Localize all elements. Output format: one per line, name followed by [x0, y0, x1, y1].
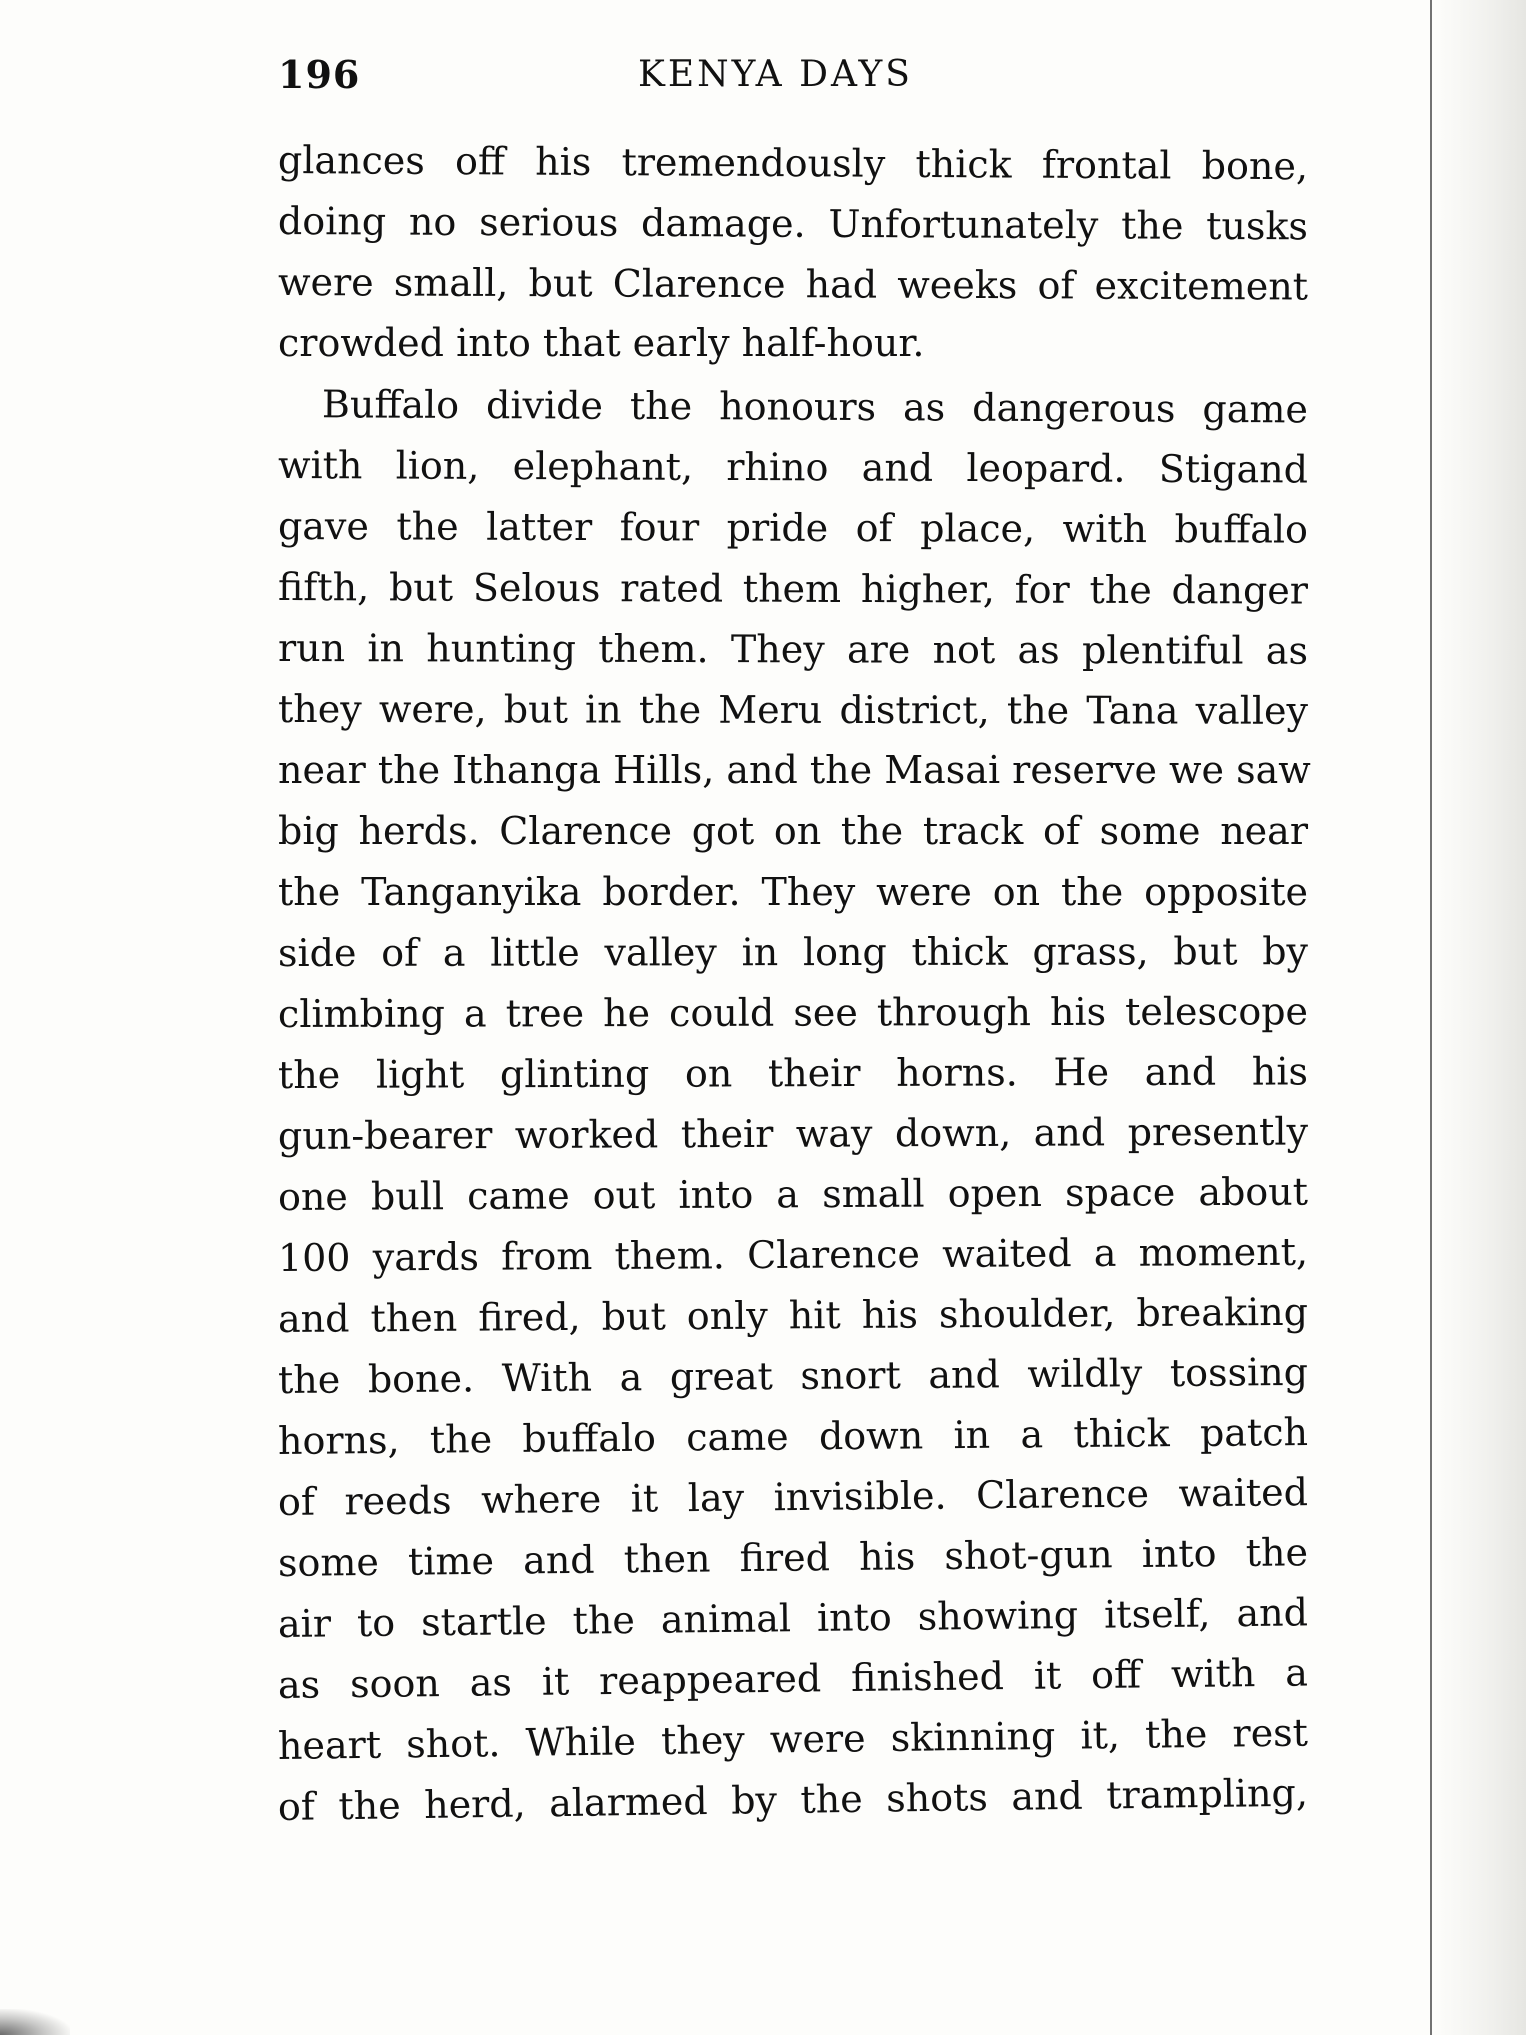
text-line: doing no serious damage. Unfortunately the tusks	[277, 199, 1309, 249]
page-corner-shadow	[0, 2009, 70, 2035]
text-line: the bone. With a great snort and wildly tossing	[277, 1349, 1309, 1402]
text-line: horns, the buffalo came down in a thick patch	[277, 1410, 1309, 1463]
page-header	[278, 52, 1308, 106]
text-line: side of a little valley in long thick grass, but by	[277, 929, 1309, 975]
text-line: climbing a tree he could see through his telescope	[277, 989, 1309, 1036]
text-line: heart shot. While they were skinning it, the rest	[277, 1710, 1309, 1768]
text-line: gun-bearer worked their way down, and presently	[277, 1109, 1309, 1158]
text-line: fifth, but Selous rated them higher, for the danger	[277, 565, 1309, 613]
text-line: Buffalo divide the honours as dangerous game	[321, 382, 1309, 432]
text-line: big herds. Clarence got on the track of some near	[278, 809, 1308, 853]
text-line: as soon as it reappeared finished it off with a	[277, 1650, 1309, 1707]
text-line: were small, but Clarence had weeks of excitement	[277, 260, 1309, 309]
book-spine-edge	[1430, 0, 1432, 2035]
running-head: KENYA DAYS	[638, 54, 913, 95]
text-line: one bull came out into a small open space about	[277, 1169, 1309, 1219]
page-number: 196	[278, 52, 361, 97]
text-line: glances off his tremendously thick frontal bone,	[277, 138, 1309, 189]
text-line: near the Ithanga Hills, and the Masai reserve we saw	[278, 748, 1311, 792]
page-gutter-shadow	[1434, 0, 1526, 2035]
text-line: some time and then fired his shot-gun into the	[277, 1530, 1309, 1585]
text-line: the Tanganyika border. They were on the opposite	[278, 870, 1308, 914]
text-line: air to startle the animal into showing itself, and	[277, 1590, 1309, 1646]
text-line: with lion, elephant, rhino and leopard. Stigand	[277, 443, 1309, 492]
text-line: they were, but in the Meru district, the Tana valley	[277, 687, 1309, 733]
body-text	[277, 130, 1311, 1838]
text-line: the light glinting on their horns. He and his	[277, 1049, 1309, 1097]
text-line: of the herd, alarmed by the shots and trampling,	[277, 1770, 1309, 1829]
text-line: 100 yards from them. Clarence waited a moment,	[277, 1229, 1309, 1280]
text-line: and then fired, but only hit his shoulder, breaking	[277, 1289, 1309, 1341]
text-line: of reeds where it lay invisible. Clarence waited	[277, 1470, 1309, 1524]
text-line: gave the latter four pride of place, with buffalo	[277, 504, 1309, 552]
text-line: run in hunting them. They are not as plentiful as	[277, 626, 1309, 673]
text-line: crowded into that early half-hour.	[278, 321, 925, 365]
